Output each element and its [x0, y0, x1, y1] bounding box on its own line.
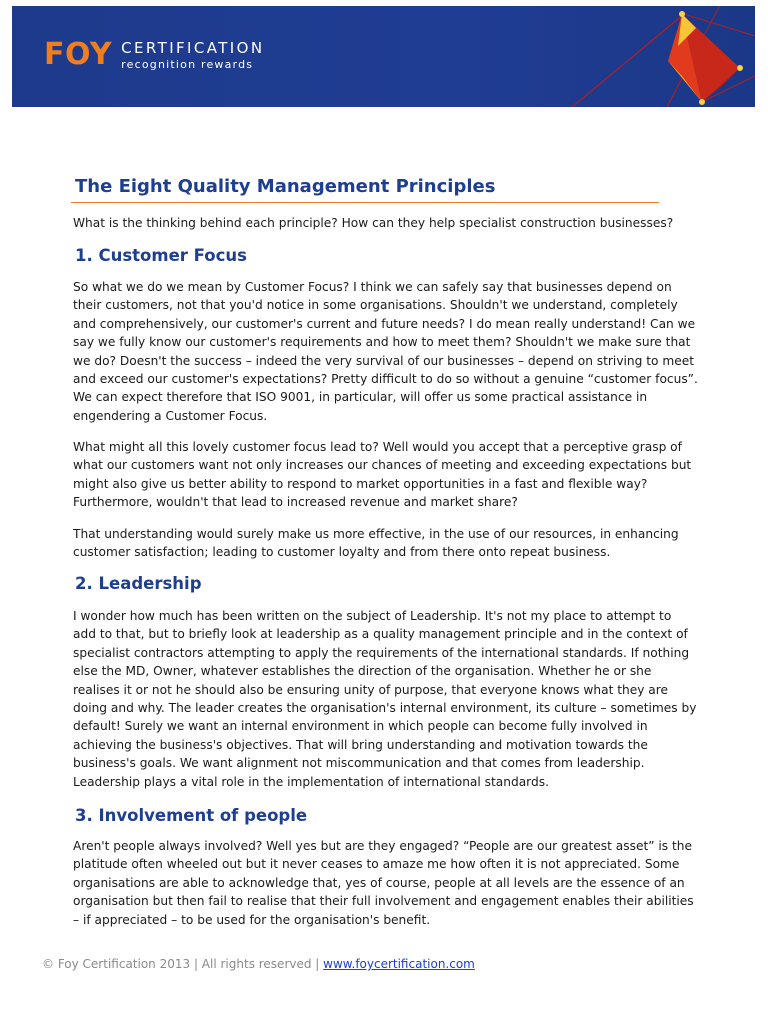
- footer-copyright: © Foy Certification 2013 | All rights reserved |: [42, 957, 324, 971]
- intro-paragraph: What is the thinking behind each principle? How can they help specialist construction businesses?: [73, 216, 674, 230]
- section-paragraph: Aren't people always involved? Well yes but are they engaged? “People are our greatest asset” is the platitude often wheeled out but it never ceases to amaze me how often it is not appreciated. Some organisations are able to acknowledge that, yes of course, people at all levels are the essence of an organisation but then fail to realise that their full involvement and engagement enables their abilities – if appreciated – to be used for the organisation's benefit.: [73, 839, 694, 927]
- pyramid-graphic: [572, 6, 755, 107]
- header-banner: [12, 6, 755, 107]
- section-heading-involvement-of-people: 3. Involvement of people: [75, 806, 308, 825]
- brand-name: FOY: [44, 37, 113, 72]
- brand-logo: [44, 37, 265, 72]
- brand-product: CERTIFICATION: [121, 38, 265, 57]
- section-paragraph: That understanding would surely make us more effective, in the use of our resources, in enhancing customer satisfaction; leading to customer loyalty and from there onto repeat business.: [73, 527, 679, 560]
- section-paragraph: I wonder how much has been written on the subject of Leadership. It's not my place to attempt to add to that, but to briefly look at leadership as a quality management principle and in the context of specialist contractors attempting to apply the requirements of the international standards. If nothing else the MD, Owner, whatever establishes the direction of the organisation. Whether he or she realises it or not he should also be ensuring unity of purpose, that everyone knows what they are doing and why. The leader creates the organisation's internal environment, its culture – sometimes by default! Surely we want an internal environment in which people can become fully involved in achieving the business's objectives. That will bring understanding and motivation towards the business's goals. We want alignment not miscommunication and that comes from leadership. Leadership plays a vital role in the implementation of international standards.: [73, 609, 697, 789]
- footer-website-link[interactable]: www.foycertification.com: [323, 957, 475, 971]
- section-paragraph: So what we do we mean by Customer Focus? I think we can safely say that businesses depend on their customers, not that you'd notice in some organisations. Shouldn't we understand, completely and comprehensively, our customer's current and future needs? I do mean really understand! Can we say we fully know our customer's requirements and how to meet them? Shouldn't we make sure that we do? Doesn't the success – indeed the very survival of our businesses – depend on striving to meet and exceed our customer's expectations? Pretty difficult to do so without a genuine “customer focus”. We can expect therefore that ISO 9001, in particular, will offer us some practical assistance in engendering a Customer Focus.: [73, 280, 698, 423]
- section-paragraph: What might all this lovely customer focus lead to? Well would you accept that a perceptive grasp of what our customers want not only increases our chances of meeting and exceeding expectations but might also give us better ability to respond to market opportunities in a fast and flexible way? Furthermore, wouldn't that lead to increased revenue and market share?: [73, 440, 692, 510]
- brand-tagline: recognition rewards: [121, 57, 254, 71]
- title-divider: [71, 202, 659, 203]
- section-heading-leadership: 2. Leadership: [75, 574, 202, 593]
- section-heading-customer-focus: 1. Customer Focus: [75, 246, 247, 265]
- page-footer: [42, 957, 475, 971]
- document-title: The Eight Quality Management Principles: [75, 176, 496, 197]
- brand-text-block: [121, 38, 265, 71]
